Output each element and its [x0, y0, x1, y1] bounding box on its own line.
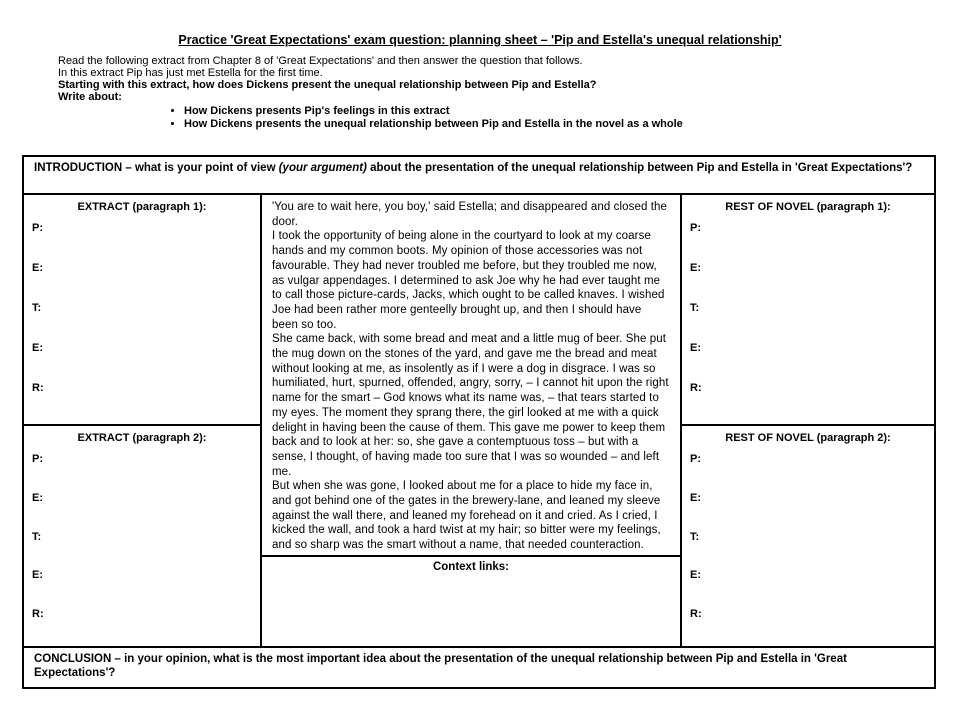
peter-label-e1: E: — [690, 262, 701, 274]
rest-of-novel-column — [682, 195, 934, 646]
peter-label-p: P: — [32, 222, 43, 234]
introduction-prompt-prefix: INTRODUCTION – what is your point of view — [34, 162, 279, 174]
extract-paragraph-1-header: EXTRACT (paragraph 1): — [77, 201, 207, 213]
peter-label-r: R: — [32, 608, 44, 620]
conclusion-prompt: CONCLUSION – in your opinion, what is the most important idea about the presentation of the unequal relationship between Pip and Estella in 'Great Expectations'? — [34, 653, 847, 679]
peter-labels-novel-1 — [690, 214, 926, 424]
extract-text-column — [262, 195, 682, 646]
peter-label-r: R: — [690, 382, 702, 394]
peter-label-r: R: — [690, 608, 702, 620]
extract-paragraph: 'You are to wait here, you boy,' said Estella; and disappeared and closed the door. — [272, 201, 668, 228]
peter-label-e2: E: — [32, 342, 43, 354]
context-links-cell — [262, 557, 680, 646]
extract-paragraph: She came back, with some bread and meat and a little mug of beer. She put the mug down on the stones of the yard, and gave me the bread and meat without looking at me, as insolently as if I were a dog in disgrace. I was so humiliated, hurt, spurned, offended, angry, sorry, – I cannot hit upon the right name for the smart – God knows what its name was, – that tears started to my eyes. The moment they sprang there, the girl looked at me with a quick delight in having been the cause of them. This gave me power to keep them back and to look at her: so, she gave a contemptuous toss – but with a sense, I thought, of having made too sure that I was so wounded – and left me. — [272, 333, 669, 478]
extract-paragraph-1-cell — [24, 195, 260, 426]
write-about-list — [58, 105, 918, 131]
novel-extract-text — [262, 195, 680, 557]
peter-label-e1: E: — [32, 491, 43, 504]
peter-label-e2: E: — [32, 569, 43, 582]
peter-label-e2: E: — [690, 569, 701, 582]
extract-paragraph-2-header: EXTRACT (paragraph 2): — [77, 432, 207, 444]
context-links-header: Context links: — [432, 561, 510, 573]
peter-label-r: R: — [32, 382, 44, 394]
instructions-block — [58, 55, 918, 131]
peter-label-p: P: — [690, 453, 701, 465]
peter-label-p: P: — [690, 222, 701, 234]
write-about-bullet-1: • How Dickens presents Pip's feelings in this extract — [184, 105, 918, 118]
peter-labels-extract-2 — [32, 445, 252, 646]
peter-label-e1: E: — [690, 491, 701, 504]
write-about-label: Write about: — [58, 91, 122, 103]
planning-grid — [24, 195, 934, 646]
peter-label-t: T: — [32, 302, 42, 314]
peter-label-t: T: — [690, 302, 700, 314]
novel-paragraph-2-cell — [682, 426, 934, 646]
extract-column — [24, 195, 262, 646]
novel-paragraph-1-header: REST OF NOVEL (paragraph 1): — [725, 201, 891, 213]
instruction-line-1: Read the following extract from Chapter 8 of 'Great Expectations' and then answer the question that follows. — [58, 55, 583, 67]
extract-paragraph-2-cell — [24, 426, 260, 646]
peter-labels-novel-2 — [690, 445, 926, 646]
novel-paragraph-1-cell — [682, 195, 934, 426]
conclusion-row — [24, 646, 934, 687]
introduction-prompt-suffix: about the presentation of the unequal relationship between Pip and Estella in 'Great Expectations'? — [366, 162, 913, 174]
introduction-row — [24, 157, 934, 195]
extract-paragraph: But when she was gone, I looked about me for a place to hide my face in, and got behind one of the gates in the brewery-lane, and leaned my sleeve against the wall there, and leaned my forehead on it and cried. As I cried, I kicked the wall, and took a hard twist at my hair; so bitter were my feelings, and so sharp was the smart without a name, that needed counteraction. — [272, 480, 661, 552]
page-title — [0, 33, 960, 47]
peter-label-t: T: — [32, 530, 42, 543]
peter-labels-extract-1 — [32, 214, 252, 424]
write-about-bullet-2: • How Dickens presents the unequal relationship between Pip and Estella in the novel as a whole — [184, 118, 918, 131]
novel-paragraph-2-header: REST OF NOVEL (paragraph 2): — [725, 432, 891, 444]
introduction-prompt-italic: (your argument) — [278, 162, 367, 174]
peter-label-e1: E: — [32, 262, 43, 274]
planning-table — [22, 155, 936, 689]
instruction-line-2: In this extract Pip has just met Estella for the first time. — [58, 67, 323, 79]
extract-paragraph: I took the opportunity of being alone in the courtyard to look at my coarse hands and my common boots. My opinion of those accessories was not favourable. They had never troubled me before, but they troubled me now, as vulgar appendages. I determined to ask Joe why he had ever taught me to call those picture-cards, Jacks, which ought to be called knaves. I wished Joe had been rather more genteelly brought up, and then I should have been so too. — [272, 230, 665, 331]
peter-label-p: P: — [32, 453, 43, 465]
exam-question: Starting with this extract, how does Dickens present the unequal relationship between Pip and Estella? — [58, 79, 597, 91]
peter-label-t: T: — [690, 530, 700, 543]
page-title-text: Practice 'Great Expectations' exam question: planning sheet – 'Pip and Estella's unequal relationship' — [178, 33, 782, 47]
peter-label-e2: E: — [690, 342, 701, 354]
